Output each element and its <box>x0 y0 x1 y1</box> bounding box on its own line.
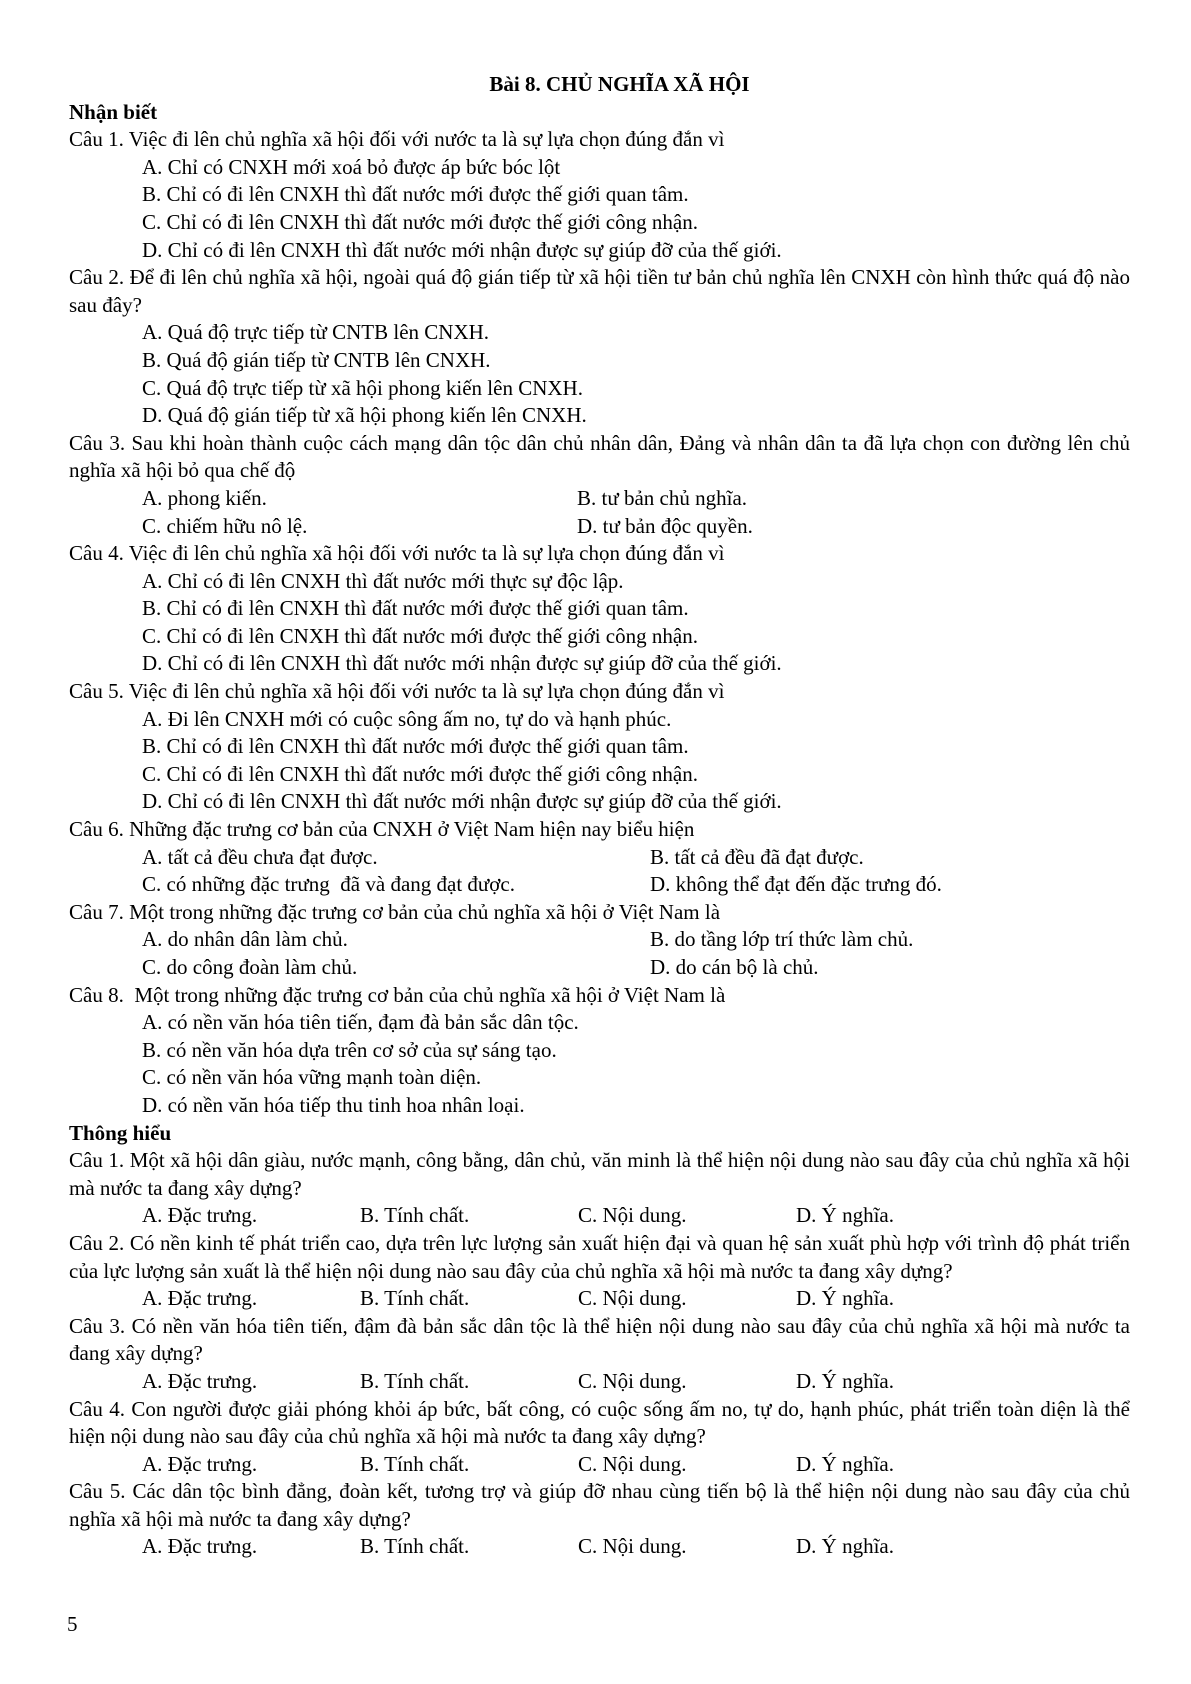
question-th-4 <box>69 1396 1130 1479</box>
question-stem: Câu 7. Một trong những đặc trưng cơ bản của chủ nghĩa xã hội ở Việt Nam là <box>69 899 721 924</box>
option-b: B. tư bản chủ nghĩa. <box>577 485 748 510</box>
options-row <box>69 485 1130 513</box>
option-a: A. Đi lên CNXH mới có cuộc sông ấm no, tự do và hạnh phúc. <box>142 706 672 731</box>
option-b: B. Chỉ có đi lên CNXH thì đất nước mới được thế giới quan tâm. <box>142 734 689 759</box>
question-nb-4 <box>69 540 1130 678</box>
option-c: C. Chỉ có đi lên CNXH thì đất nước mới được thế giới công nhận. <box>142 209 698 234</box>
question-th-1 <box>69 1147 1130 1230</box>
option-b: B. do tầng lớp trí thức làm chủ. <box>650 927 914 952</box>
question-stem: Câu 6. Những đặc trưng cơ bản của CNXH ở Việt Nam hiện nay biểu hiện <box>69 817 695 842</box>
option-b: B. Tính chất. <box>360 1534 470 1559</box>
question-stem: Câu 4. Con người được giải phóng khỏi áp bức, bất công, có cuộc sống ấm no, tự do, hạnh phúc, phát triển toàn diện là thể hiện nội dung nào sau đây của chủ nghĩa xã hội mà nước ta đang xây dựng? <box>69 1396 1130 1449</box>
section-heading-thong-hieu: Thông hiểu <box>69 1120 172 1145</box>
options-row <box>69 1368 1130 1396</box>
option-d: D. Ý nghĩa. <box>796 1451 894 1476</box>
question-nb-3 <box>69 430 1130 540</box>
option-b: B. có nền văn hóa dựa trên cơ sở của sự sáng tạo. <box>142 1037 557 1062</box>
option-d: D. Chỉ có đi lên CNXH thì đất nước mới nhận được sự giúp đỡ của thế giới. <box>142 789 782 814</box>
question-stem: Câu 1. Một xã hội dân giàu, nước mạnh, công bằng, dân chủ, văn minh là thể hiện nội dung nào sau đây của chủ nghĩa xã hội mà nước ta đang xây dựng? <box>69 1148 1130 1200</box>
option-a: A. Đặc trưng. <box>142 1203 258 1228</box>
option-a: A. Đặc trưng. <box>142 1368 258 1393</box>
question-stem: Câu 3. Có nền văn hóa tiên tiến, đậm đà bản sắc dân tộc là thể hiện nội dung nào sau đây của chủ nghĩa xã hội mà nước ta đang xây dựng? <box>69 1313 1130 1366</box>
option-c: C. Nội dung. <box>578 1203 687 1228</box>
question-stem: Câu 2. Có nền kinh tế phát triển cao, dựa trên lực lượng sản xuất hiện đại và quan hệ sản xuất phù hợp với trình độ phát triển của lực lượng sản xuất là thể hiện nội dung nào sau đây của chủ nghĩa xã hội mà nước ta đang xây dựng? <box>69 1230 1130 1283</box>
question-nb-7 <box>69 899 1130 982</box>
option-c: C. chiếm hữu nô lệ. <box>142 513 308 538</box>
question-stem: Câu 2. Để đi lên chủ nghĩa xã hội, ngoài quá độ gián tiếp từ xã hội tiền tư bản chủ nghĩa lên CNXH còn hình thức quá độ nào sau đây? <box>69 265 1130 317</box>
options-row <box>69 1533 1130 1561</box>
option-a: A. phong kiến. <box>142 485 267 510</box>
options-row <box>69 926 1130 954</box>
option-d: D. Ý nghĩa. <box>796 1534 894 1559</box>
option-c: C. Chỉ có đi lên CNXH thì đất nước mới được thế giới công nhận. <box>142 623 698 648</box>
option-c: C. Nội dung. <box>578 1286 687 1311</box>
option-d: D. không thể đạt đến đặc trưng đó. <box>650 872 942 897</box>
option-d: D. Chỉ có đi lên CNXH thì đất nước mới nhận được sự giúp đỡ của thế giới. <box>142 651 782 676</box>
option-d: D. Quá độ gián tiếp từ xã hội phong kiến lên CNXH. <box>142 403 587 428</box>
option-a: A. Đặc trưng. <box>142 1534 258 1559</box>
page-title: Bài 8. CHỦ NGHĨA XÃ HỘI <box>489 72 750 96</box>
option-b: B. Tính chất. <box>360 1451 470 1476</box>
option-b: B. Tính chất. <box>360 1286 470 1311</box>
options-row <box>69 1451 1130 1479</box>
option-b: B. Chỉ có đi lên CNXH thì đất nước mới được thế giới quan tâm. <box>142 596 689 621</box>
option-a: A. do nhân dân làm chủ. <box>142 927 348 952</box>
options-row <box>69 513 1130 541</box>
option-b: B. Chỉ có đi lên CNXH thì đất nước mới được thế giới quan tâm. <box>142 182 689 207</box>
question-stem: Câu 5. Các dân tộc bình đẳng, đoàn kết, tương trợ và giúp đỡ nhau cùng tiến bộ là thể hiện nội dung nào sau đây của chủ nghĩa xã hội mà nước ta đang xây dựng? <box>69 1479 1130 1531</box>
option-c: C. Nội dung. <box>578 1368 687 1393</box>
question-nb-8 <box>69 982 1130 1120</box>
option-a: A. Chỉ có đi lên CNXH thì đất nước mới thực sự độc lập. <box>142 568 624 593</box>
option-a: A. tất cả đều chưa đạt được. <box>142 844 378 869</box>
question-nb-2 <box>69 264 1130 430</box>
question-nb-1 <box>69 126 1130 264</box>
option-b: B. tất cả đều đã đạt được. <box>650 844 864 869</box>
question-th-5 <box>69 1478 1130 1561</box>
options-row <box>69 871 1130 899</box>
option-d: D. do cán bộ là chủ. <box>650 955 819 979</box>
option-a: A. Chỉ có CNXH mới xoá bỏ được áp bức bóc lột <box>142 154 561 179</box>
options-row <box>69 954 1130 982</box>
question-stem: Câu 5. Việc đi lên chủ nghĩa xã hội đối với nước ta là sự lựa chọn đúng đắn vì <box>69 679 725 704</box>
document-page <box>69 71 1130 1561</box>
option-a: A. Đặc trưng. <box>142 1286 258 1311</box>
option-c: C. có nền văn hóa vững mạnh toàn diện. <box>142 1065 482 1090</box>
option-a: A. Quá độ trực tiếp từ CNTB lên CNXH. <box>142 320 490 345</box>
option-a: A. có nền văn hóa tiên tiến, đạm đà bản sắc dân tộc. <box>142 1010 579 1035</box>
question-stem: Câu 3. Sau khi hoàn thành cuộc cách mạng dân tộc dân chủ nhân dân, Đảng và nhân dân ta đã lựa chọn con đường lên chủ nghĩa xã hội bỏ qua chế độ <box>69 430 1130 483</box>
option-c: C. Nội dung. <box>578 1451 687 1476</box>
question-stem: Câu 8. Một trong những đặc trưng cơ bản của chủ nghĩa xã hội ở Việt Nam là <box>69 982 726 1007</box>
question-th-3 <box>69 1313 1130 1396</box>
question-nb-5 <box>69 678 1130 816</box>
question-stem: Câu 1. Việc đi lên chủ nghĩa xã hội đối với nước ta là sự lựa chọn đúng đắn vì <box>69 127 725 152</box>
option-d: D. Ý nghĩa. <box>796 1286 894 1311</box>
option-d: D. Ý nghĩa. <box>796 1368 894 1393</box>
option-d: D. Chỉ có đi lên CNXH thì đất nước mới nhận được sự giúp đỡ của thế giới. <box>142 237 782 262</box>
option-c: C. do công đoàn làm chủ. <box>142 955 358 979</box>
question-stem: Câu 4. Việc đi lên chủ nghĩa xã hội đối với nước ta là sự lựa chọn đúng đắn vì <box>69 541 725 566</box>
page-number: 5 <box>67 1612 78 1636</box>
option-c: C. có những đặc trưng đã và đang đạt được. <box>142 872 515 897</box>
option-d: D. Ý nghĩa. <box>796 1203 894 1228</box>
option-b: B. Tính chất. <box>360 1203 470 1228</box>
option-a: A. Đặc trưng. <box>142 1451 258 1476</box>
option-c: C. Quá độ trực tiếp từ xã hội phong kiến lên CNXH. <box>142 375 583 400</box>
question-nb-6 <box>69 816 1130 899</box>
options-row <box>69 1285 1130 1313</box>
option-c: C. Chỉ có đi lên CNXH thì đất nước mới được thế giới công nhận. <box>142 761 698 786</box>
option-c: C. Nội dung. <box>578 1534 687 1559</box>
question-th-2 <box>69 1230 1130 1313</box>
option-d: D. tư bản độc quyền. <box>577 513 753 538</box>
options-row <box>69 844 1130 872</box>
option-b: B. Tính chất. <box>360 1368 470 1393</box>
option-b: B. Quá độ gián tiếp từ CNTB lên CNXH. <box>142 347 491 372</box>
options-row <box>69 1202 1130 1230</box>
option-d: D. có nền văn hóa tiếp thu tinh hoa nhân loại. <box>142 1092 525 1117</box>
section-heading-nhan-biet: Nhận biết <box>69 99 158 124</box>
